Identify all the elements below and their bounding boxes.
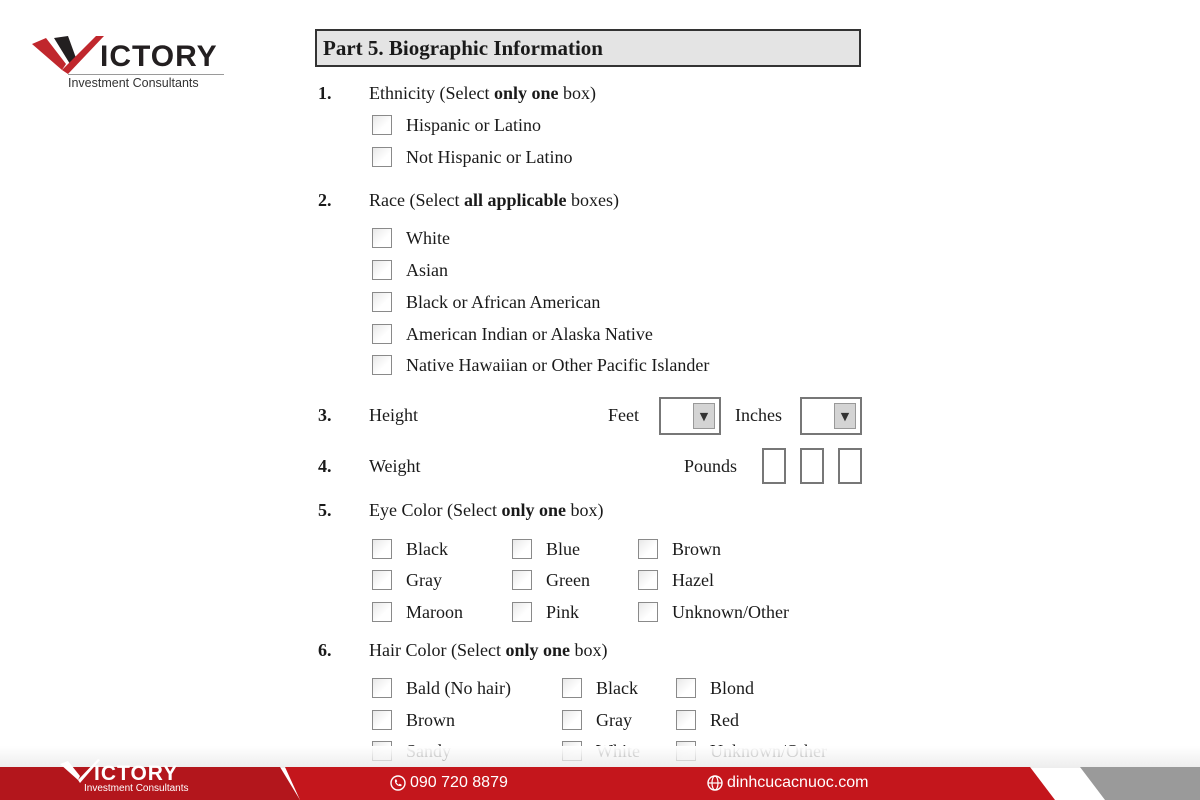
chevron-down-icon[interactable]: ▼: [693, 403, 715, 429]
pounds-label: Pounds: [684, 456, 738, 476]
checkbox[interactable]: [512, 539, 532, 559]
race-option[interactable]: Black or African American: [372, 290, 600, 314]
footer-website[interactable]: dinhcucacnuoc.com: [707, 774, 868, 792]
hair-color-option[interactable]: Black: [562, 676, 638, 700]
pounds-digit-input[interactable]: [762, 448, 786, 484]
logo-divider: [68, 74, 224, 75]
checkbox[interactable]: [372, 292, 392, 312]
question-number: 4.: [318, 456, 332, 476]
part-title: Part 5. Biographic Information: [323, 36, 603, 60]
part-header: [315, 29, 861, 67]
globe-icon: [707, 775, 723, 791]
checkbox[interactable]: [372, 260, 392, 280]
race-option[interactable]: Native Hawaiian or Other Pacific Islander: [372, 353, 709, 377]
checkbox[interactable]: [676, 678, 696, 698]
eye-color-option[interactable]: Hazel: [638, 568, 714, 592]
checkbox[interactable]: [638, 539, 658, 559]
inches-select[interactable]: [800, 397, 862, 435]
checkbox[interactable]: [638, 602, 658, 622]
eye-color-option[interactable]: Unknown/Other: [638, 600, 789, 624]
hair-color-option[interactable]: Gray: [562, 708, 632, 732]
checkbox[interactable]: [372, 115, 392, 135]
checkbox[interactable]: [372, 228, 392, 248]
hair-color-option[interactable]: Brown: [372, 708, 455, 732]
ethnicity-option[interactable]: Hispanic or Latino: [372, 113, 541, 137]
victory-logo: [32, 34, 232, 94]
checkbox[interactable]: [372, 678, 392, 698]
pounds-digit-input[interactable]: [800, 448, 824, 484]
checkbox[interactable]: [512, 570, 532, 590]
eye-color-option[interactable]: Gray: [372, 568, 442, 592]
checkbox[interactable]: [372, 324, 392, 344]
checkbox[interactable]: [372, 539, 392, 559]
question-label-weight: Weight: [369, 456, 421, 476]
race-option[interactable]: White: [372, 226, 450, 250]
question-number: 2.: [318, 190, 332, 210]
paper-tear-edge: [0, 746, 1200, 768]
eye-color-option[interactable]: Maroon: [372, 600, 463, 624]
phone-icon: [390, 775, 406, 791]
question-label-ethnicity: Ethnicity (Select only one box): [369, 83, 596, 103]
footer-brand-name: ICTORY: [94, 762, 179, 785]
logo-tagline: Investment Consultants: [68, 76, 199, 90]
pounds-digit-input[interactable]: [838, 448, 862, 484]
checkbox[interactable]: [372, 570, 392, 590]
chevron-down-icon[interactable]: ▼: [834, 403, 856, 429]
eye-color-option[interactable]: Brown: [638, 537, 721, 561]
question-label-race: Race (Select all applicable boxes): [369, 190, 619, 210]
eye-color-option[interactable]: Blue: [512, 537, 580, 561]
question-number: 6.: [318, 640, 332, 660]
logo-brand-name: ICTORY: [100, 40, 218, 73]
checkbox[interactable]: [676, 710, 696, 730]
race-option[interactable]: American Indian or Alaska Native: [372, 322, 653, 346]
checkbox[interactable]: [372, 602, 392, 622]
question-label-eye-color: Eye Color (Select only one box): [369, 500, 604, 520]
question-number: 5.: [318, 500, 332, 520]
checkbox[interactable]: [372, 355, 392, 375]
checkbox[interactable]: [512, 602, 532, 622]
feet-select[interactable]: [659, 397, 721, 435]
question-label-height: Height: [369, 405, 418, 425]
eye-color-option[interactable]: Green: [512, 568, 590, 592]
eye-color-option[interactable]: Pink: [512, 600, 579, 624]
race-option[interactable]: Asian: [372, 258, 448, 282]
hair-color-option[interactable]: Bald (No hair): [372, 676, 511, 700]
checkbox[interactable]: [638, 570, 658, 590]
inches-label: Inches: [735, 405, 782, 425]
checkbox[interactable]: [562, 710, 582, 730]
checkbox[interactable]: [372, 710, 392, 730]
feet-label: Feet: [608, 405, 639, 425]
question-label-hair-color: Hair Color (Select only one box): [369, 640, 608, 660]
question-number: 1.: [318, 83, 332, 103]
eye-color-option[interactable]: Black: [372, 537, 448, 561]
checkbox[interactable]: [372, 147, 392, 167]
hair-color-option[interactable]: Red: [676, 708, 739, 732]
footer-phone[interactable]: 090 720 8879: [390, 774, 508, 792]
footer-tagline: Investment Consultants: [84, 783, 189, 794]
ethnicity-option[interactable]: Not Hispanic or Latino: [372, 145, 572, 169]
checkbox[interactable]: [562, 678, 582, 698]
victory-v-logo-icon: [32, 34, 104, 78]
question-number: 3.: [318, 405, 332, 425]
hair-color-option[interactable]: Blond: [676, 676, 754, 700]
